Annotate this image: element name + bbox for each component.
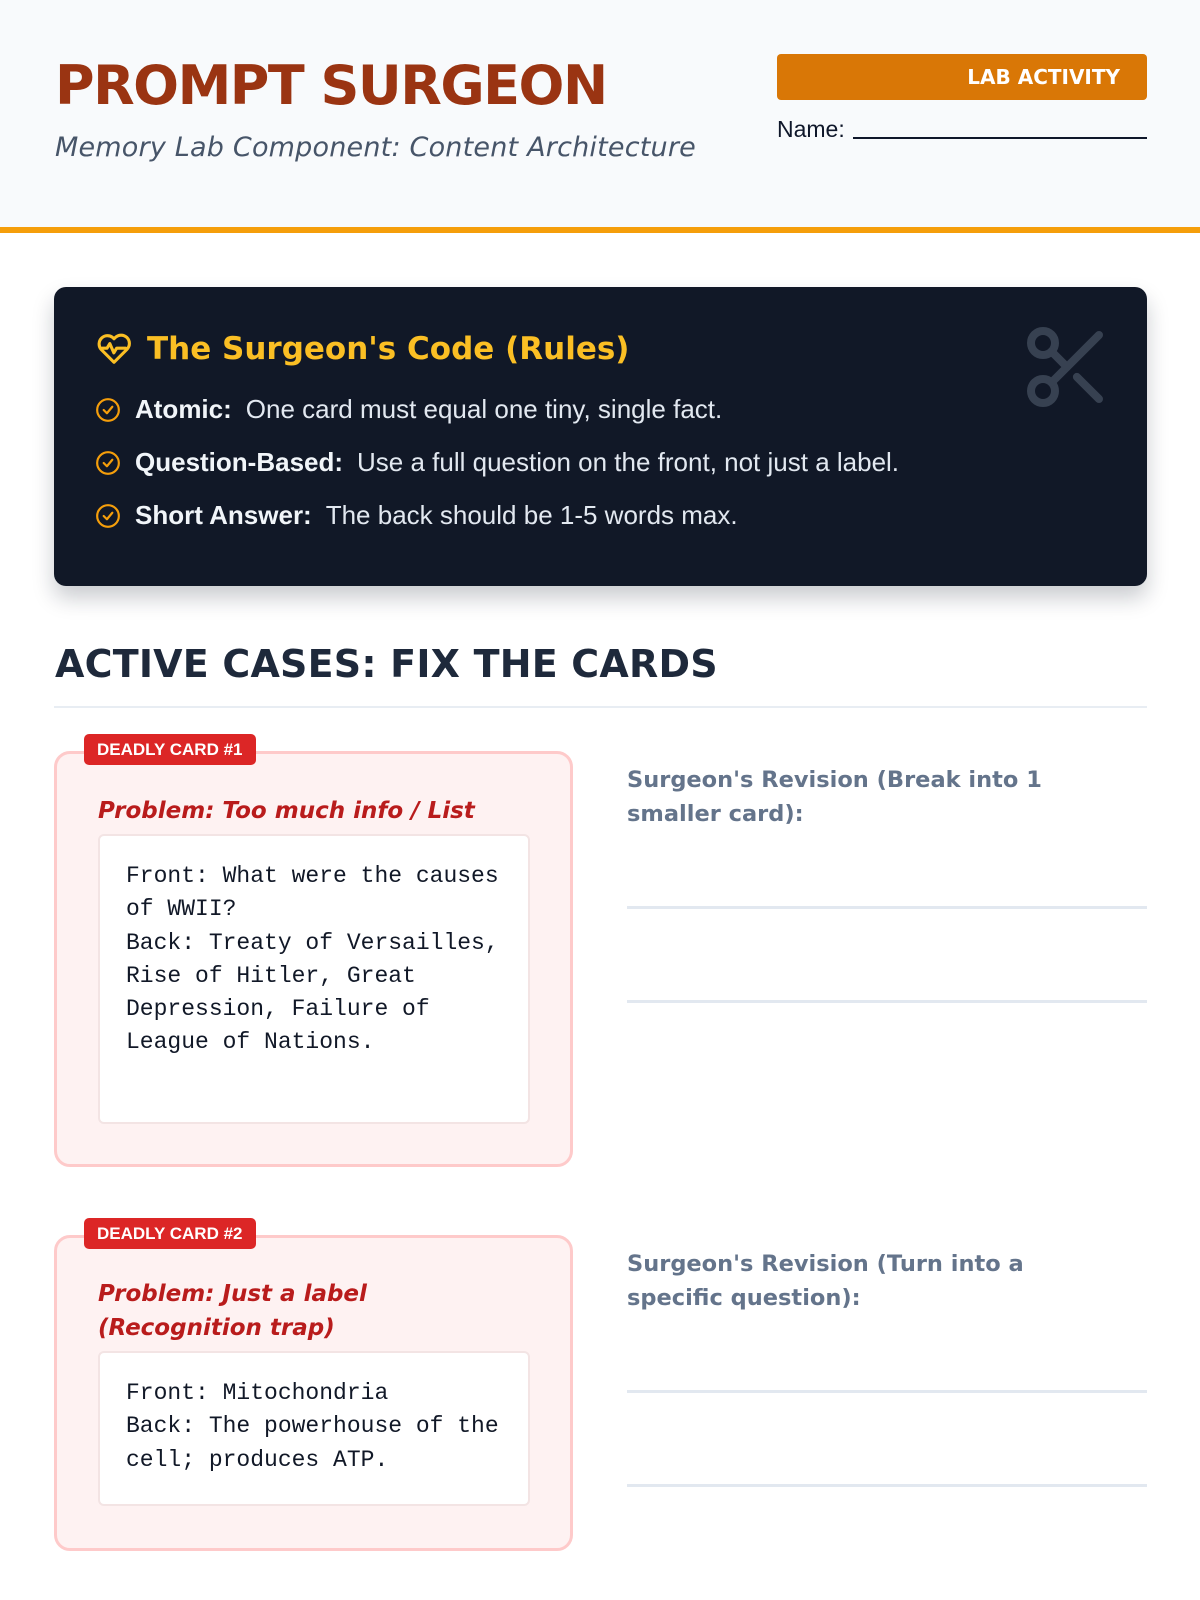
revision-label: Surgeon's Revision (Break into 1 smaller card): — [627, 767, 1042, 827]
rules-title: The Surgeon's Code (Rules) — [147, 331, 630, 367]
deadly-card-tag: DEADLY CARD #1 — [84, 734, 256, 765]
rules-panel — [54, 287, 1147, 586]
rule-term: Atomic: — [135, 394, 232, 424]
page-header — [0, 0, 1200, 227]
rule-item-question-based — [95, 447, 899, 478]
deadly-card-tag: DEADLY CARD #2 — [84, 1218, 256, 1249]
revision-answer-line[interactable] — [627, 1390, 1147, 1393]
heart-pulse-icon — [95, 332, 133, 366]
rule-text: One card must equal one tiny, single fact. — [245, 394, 723, 424]
card-problem: Problem: Too much info / List — [98, 798, 475, 824]
header-divider — [0, 227, 1200, 233]
revision-answer-line[interactable] — [627, 906, 1147, 909]
scissors-icon — [1019, 319, 1115, 415]
rule-term: Short Answer: — [135, 500, 312, 530]
rules-heading — [95, 331, 629, 367]
check-circle-icon — [95, 503, 121, 529]
check-circle-icon — [95, 450, 121, 476]
card-content: Front: What were the causes of WWII? Back: Treaty of Versailles, Rise of Hitler, Great Depression, Failure of League of Nations. — [98, 834, 530, 1124]
card-problem: Problem: Just a label (Recognition trap) — [98, 1281, 367, 1341]
rule-term: Question-Based: — [135, 447, 344, 477]
revision-answer-line[interactable] — [627, 1000, 1147, 1003]
section-title: ACTIVE CASES: FIX THE CARDS — [55, 642, 718, 686]
rule-item-atomic — [95, 394, 722, 425]
rule-text: Use a full question on the front, not just a label. — [357, 447, 900, 477]
name-label: Name: — [777, 116, 845, 142]
name-blank-line[interactable] — [853, 117, 1147, 139]
rule-item-short-answer — [95, 500, 738, 531]
revision-answer-line[interactable] — [627, 1484, 1147, 1487]
check-circle-icon — [95, 397, 121, 423]
name-field[interactable] — [777, 116, 1147, 143]
page-title: PROMPT SURGEON — [55, 54, 607, 117]
page-subtitle: Memory Lab Component: Content Architecture — [55, 132, 696, 163]
revision-label: Surgeon's Revision (Turn into a specific question): — [627, 1251, 1024, 1311]
badge-label: LAB ACTIVITY — [967, 65, 1120, 89]
section-divider — [54, 706, 1147, 708]
rule-text: The back should be 1-5 words max. — [325, 500, 738, 530]
card-content: Front: Mitochondria Back: The powerhouse of the cell; produces ATP. — [98, 1351, 530, 1506]
lab-activity-badge — [777, 54, 1147, 100]
